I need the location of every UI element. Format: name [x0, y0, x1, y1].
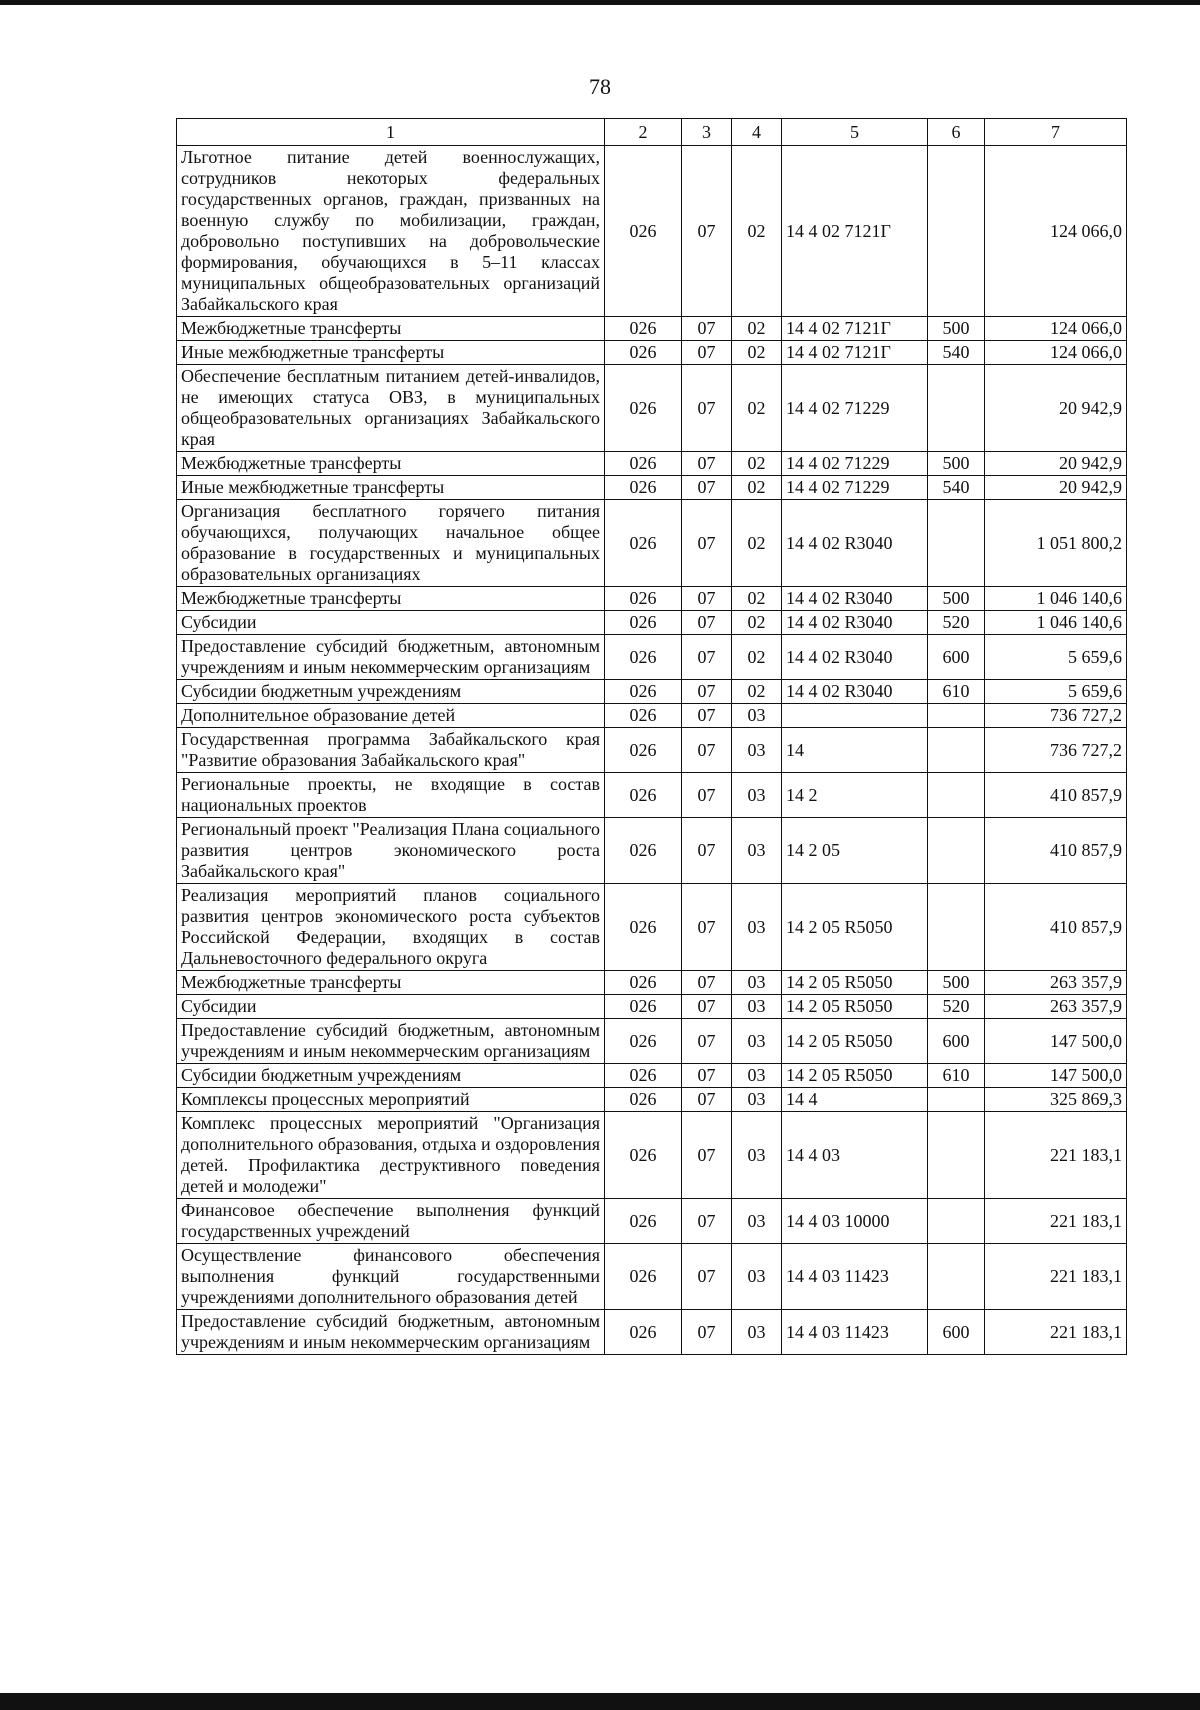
column-header: 2	[605, 119, 682, 146]
header-row	[177, 119, 1127, 146]
chapter-code: 026	[605, 1064, 682, 1088]
target-article: 14 2 05 R5050	[782, 995, 928, 1019]
section-code: 07	[682, 341, 732, 365]
target-article: 14 4	[782, 1088, 928, 1112]
section-code: 07	[682, 452, 732, 476]
section-code: 07	[682, 146, 732, 317]
row-name: Региональный проект "Реализация Плана социального развития центров экономического роста Забайкальского края"	[177, 818, 605, 884]
section-code: 07	[682, 1199, 732, 1244]
amount: 221 183,1	[985, 1244, 1127, 1310]
row-name: Финансовое обеспечение выполнения функций государственных учреждений	[177, 1199, 605, 1244]
row-name: Предоставление субсидий бюджетным, автономным учреждениям и иным некоммерческим организациям	[177, 635, 605, 680]
expense-type: 540	[928, 341, 985, 365]
amount: 736 727,2	[985, 728, 1127, 773]
scan-border-top	[0, 0, 1200, 5]
chapter-code: 026	[605, 884, 682, 971]
target-article: 14 4 03 11423	[782, 1310, 928, 1355]
subsection-code: 03	[732, 995, 782, 1019]
table-row	[177, 317, 1127, 341]
amount: 221 183,1	[985, 1310, 1127, 1355]
section-code: 07	[682, 971, 732, 995]
row-name: Межбюджетные трансферты	[177, 587, 605, 611]
target-article: 14 4 02 7121Г	[782, 341, 928, 365]
subsection-code: 03	[732, 884, 782, 971]
section-code: 07	[682, 1244, 732, 1310]
target-article: 14 2 05	[782, 818, 928, 884]
section-code: 07	[682, 1310, 732, 1355]
table-row	[177, 1199, 1127, 1244]
chapter-code: 026	[605, 971, 682, 995]
subsection-code: 02	[732, 341, 782, 365]
row-name: Субсидии	[177, 995, 605, 1019]
row-name: Региональные проекты, не входящие в состав национальных проектов	[177, 773, 605, 818]
row-name: Предоставление субсидий бюджетным, автономным учреждениям и иным некоммерческим организациям	[177, 1310, 605, 1355]
expense-type	[928, 1244, 985, 1310]
subsection-code: 03	[732, 773, 782, 818]
table-row	[177, 818, 1127, 884]
amount: 5 659,6	[985, 680, 1127, 704]
section-code: 07	[682, 1064, 732, 1088]
subsection-code: 02	[732, 146, 782, 317]
table-row	[177, 341, 1127, 365]
column-header: 3	[682, 119, 732, 146]
amount: 20 942,9	[985, 452, 1127, 476]
table-row	[177, 680, 1127, 704]
row-name: Обеспечение бесплатным питанием детей-инвалидов, не имеющих статуса ОВЗ, в муниципальных общеобразовательных организациях Забайкальского края	[177, 365, 605, 452]
section-code: 07	[682, 995, 732, 1019]
chapter-code: 026	[605, 704, 682, 728]
section-code: 07	[682, 728, 732, 773]
row-name: Осуществление финансового обеспечения выполнения функций государственными учреждениями дополнительного образования детей	[177, 1244, 605, 1310]
expense-type: 540	[928, 476, 985, 500]
subsection-code: 03	[732, 1244, 782, 1310]
expense-type	[928, 500, 985, 587]
subsection-code: 02	[732, 680, 782, 704]
chapter-code: 026	[605, 818, 682, 884]
table-row	[177, 452, 1127, 476]
chapter-code: 026	[605, 146, 682, 317]
subsection-code: 02	[732, 365, 782, 452]
expense-type	[928, 704, 985, 728]
row-name: Межбюджетные трансферты	[177, 317, 605, 341]
target-article: 14 4 02 R3040	[782, 680, 928, 704]
subsection-code: 03	[732, 1112, 782, 1199]
expense-type	[928, 818, 985, 884]
subsection-code: 03	[732, 1199, 782, 1244]
amount: 221 183,1	[985, 1199, 1127, 1244]
amount: 325 869,3	[985, 1088, 1127, 1112]
row-name: Субсидии бюджетным учреждениям	[177, 680, 605, 704]
chapter-code: 026	[605, 728, 682, 773]
amount: 263 357,9	[985, 971, 1127, 995]
target-article: 14	[782, 728, 928, 773]
page-number: 78	[589, 74, 611, 99]
amount: 221 183,1	[985, 1112, 1127, 1199]
scan-border-bottom	[0, 1693, 1200, 1710]
chapter-code: 026	[605, 365, 682, 452]
row-name: Комплекс процессных мероприятий "Организация дополнительного образования, отдыха и оздоровления детей. Профилактика деструктивного поведения детей и молодежи"	[177, 1112, 605, 1199]
chapter-code: 026	[605, 452, 682, 476]
section-code: 07	[682, 1088, 732, 1112]
target-article: 14 4 02 7121Г	[782, 317, 928, 341]
chapter-code: 026	[605, 1019, 682, 1064]
chapter-code: 026	[605, 317, 682, 341]
section-code: 07	[682, 587, 732, 611]
row-name: Субсидии	[177, 611, 605, 635]
expense-type	[928, 146, 985, 317]
column-header: 4	[732, 119, 782, 146]
target-article: 14 4 03	[782, 1112, 928, 1199]
expense-type: 610	[928, 680, 985, 704]
section-code: 07	[682, 365, 732, 452]
section-code: 07	[682, 773, 732, 818]
subsection-code: 02	[732, 500, 782, 587]
row-name: Предоставление субсидий бюджетным, автономным учреждениям и иным некоммерческим организациям	[177, 1019, 605, 1064]
section-code: 07	[682, 1019, 732, 1064]
row-name: Межбюджетные трансферты	[177, 971, 605, 995]
target-article: 14 4 03 11423	[782, 1244, 928, 1310]
expense-type: 600	[928, 635, 985, 680]
table-row	[177, 146, 1127, 317]
table-row	[177, 1088, 1127, 1112]
amount: 124 066,0	[985, 146, 1127, 317]
subsection-code: 02	[732, 587, 782, 611]
amount: 1 046 140,6	[985, 611, 1127, 635]
subsection-code: 03	[732, 1019, 782, 1064]
table-row	[177, 587, 1127, 611]
section-code: 07	[682, 476, 732, 500]
amount: 410 857,9	[985, 884, 1127, 971]
row-name: Иные межбюджетные трансферты	[177, 341, 605, 365]
chapter-code: 026	[605, 1199, 682, 1244]
section-code: 07	[682, 818, 732, 884]
amount: 736 727,2	[985, 704, 1127, 728]
table-row	[177, 1310, 1127, 1355]
row-name: Комплексы процессных мероприятий	[177, 1088, 605, 1112]
expense-type: 500	[928, 317, 985, 341]
amount: 263 357,9	[985, 995, 1127, 1019]
chapter-code: 026	[605, 1088, 682, 1112]
chapter-code: 026	[605, 1112, 682, 1199]
subsection-code: 02	[732, 476, 782, 500]
expense-type: 500	[928, 971, 985, 995]
amount: 20 942,9	[985, 476, 1127, 500]
chapter-code: 026	[605, 611, 682, 635]
table-row	[177, 971, 1127, 995]
amount: 1 046 140,6	[985, 587, 1127, 611]
subsection-code: 02	[732, 611, 782, 635]
amount: 410 857,9	[985, 818, 1127, 884]
section-code: 07	[682, 680, 732, 704]
table-header	[177, 119, 1127, 146]
target-article: 14 2 05 R5050	[782, 1019, 928, 1064]
section-code: 07	[682, 704, 732, 728]
amount: 124 066,0	[985, 341, 1127, 365]
target-article: 14 2 05 R5050	[782, 884, 928, 971]
target-article: 14 2 05 R5050	[782, 971, 928, 995]
target-article: 14 4 03 10000	[782, 1199, 928, 1244]
row-name: Государственная программа Забайкальского края "Развитие образования Забайкальского края"	[177, 728, 605, 773]
table-body	[177, 146, 1127, 1355]
expense-type	[928, 773, 985, 818]
subsection-code: 03	[732, 818, 782, 884]
table-row	[177, 728, 1127, 773]
chapter-code: 026	[605, 587, 682, 611]
chapter-code: 026	[605, 1244, 682, 1310]
expense-type	[928, 1112, 985, 1199]
table-row	[177, 365, 1127, 452]
expense-type: 500	[928, 587, 985, 611]
section-code: 07	[682, 500, 732, 587]
expense-type	[928, 1088, 985, 1112]
amount: 5 659,6	[985, 635, 1127, 680]
chapter-code: 026	[605, 500, 682, 587]
section-code: 07	[682, 611, 732, 635]
expense-type: 610	[928, 1064, 985, 1088]
target-article: 14 2 05 R5050	[782, 1064, 928, 1088]
subsection-code: 03	[732, 971, 782, 995]
subsection-code: 02	[732, 635, 782, 680]
row-name: Льготное питание детей военнослужащих, сотрудников некоторых федеральных государственных органов, граждан, призванных на военную службу по мобилизации, граждан, добровольно поступивших на добровольческие формирования, обучающихся в 5–11 классах муниципальных общеобразовательных организаций Забайкальского края	[177, 146, 605, 317]
target-article: 14 4 02 7121Г	[782, 146, 928, 317]
target-article: 14 4 02 71229	[782, 365, 928, 452]
subsection-code: 03	[732, 1310, 782, 1355]
subsection-code: 03	[732, 1064, 782, 1088]
expense-type: 600	[928, 1310, 985, 1355]
chapter-code: 026	[605, 476, 682, 500]
budget-table	[176, 118, 1127, 1355]
chapter-code: 026	[605, 341, 682, 365]
row-name: Иные межбюджетные трансферты	[177, 476, 605, 500]
expense-type	[928, 1199, 985, 1244]
target-article: 14 4 02 R3040	[782, 611, 928, 635]
target-article: 14 4 02 R3040	[782, 635, 928, 680]
target-article: 14 4 02 71229	[782, 452, 928, 476]
section-code: 07	[682, 884, 732, 971]
table-row	[177, 611, 1127, 635]
subsection-code: 03	[732, 704, 782, 728]
row-name: Субсидии бюджетным учреждениям	[177, 1064, 605, 1088]
amount: 410 857,9	[985, 773, 1127, 818]
column-header: 7	[985, 119, 1127, 146]
subsection-code: 02	[732, 317, 782, 341]
column-header: 6	[928, 119, 985, 146]
target-article: 14 2	[782, 773, 928, 818]
column-header: 5	[782, 119, 928, 146]
amount: 147 500,0	[985, 1064, 1127, 1088]
expense-type	[928, 884, 985, 971]
column-header: 1	[177, 119, 605, 146]
amount: 20 942,9	[985, 365, 1127, 452]
expense-type	[928, 365, 985, 452]
table-row	[177, 1064, 1127, 1088]
table-row	[177, 884, 1127, 971]
chapter-code: 026	[605, 680, 682, 704]
subsection-code: 02	[732, 452, 782, 476]
table-row	[177, 1112, 1127, 1199]
section-code: 07	[682, 317, 732, 341]
expense-type: 500	[928, 452, 985, 476]
amount: 147 500,0	[985, 1019, 1127, 1064]
expense-type: 600	[928, 1019, 985, 1064]
table-row	[177, 635, 1127, 680]
expense-type: 520	[928, 995, 985, 1019]
chapter-code: 026	[605, 635, 682, 680]
table-row	[177, 1244, 1127, 1310]
table-row	[177, 995, 1127, 1019]
target-article: 14 4 02 R3040	[782, 587, 928, 611]
expense-type	[928, 728, 985, 773]
target-article	[782, 704, 928, 728]
table-row	[177, 704, 1127, 728]
row-name: Организация бесплатного горячего питания обучающихся, получающих начальное общее образование в государственных и муниципальных образовательных организациях	[177, 500, 605, 587]
row-name: Межбюджетные трансферты	[177, 452, 605, 476]
subsection-code: 03	[732, 1088, 782, 1112]
section-code: 07	[682, 635, 732, 680]
chapter-code: 026	[605, 773, 682, 818]
amount: 1 051 800,2	[985, 500, 1127, 587]
table-row	[177, 1019, 1127, 1064]
table-row	[177, 500, 1127, 587]
chapter-code: 026	[605, 995, 682, 1019]
target-article: 14 4 02 71229	[782, 476, 928, 500]
subsection-code: 03	[732, 728, 782, 773]
amount: 124 066,0	[985, 317, 1127, 341]
section-code: 07	[682, 1112, 732, 1199]
row-name: Дополнительное образование детей	[177, 704, 605, 728]
target-article: 14 4 02 R3040	[782, 500, 928, 587]
table-row	[177, 773, 1127, 818]
table-row	[177, 476, 1127, 500]
expense-type: 520	[928, 611, 985, 635]
chapter-code: 026	[605, 1310, 682, 1355]
row-name: Реализация мероприятий планов социального развития центров экономического роста субъектов Российской Федерации, входящих в состав Дальневосточного федерального округа	[177, 884, 605, 971]
